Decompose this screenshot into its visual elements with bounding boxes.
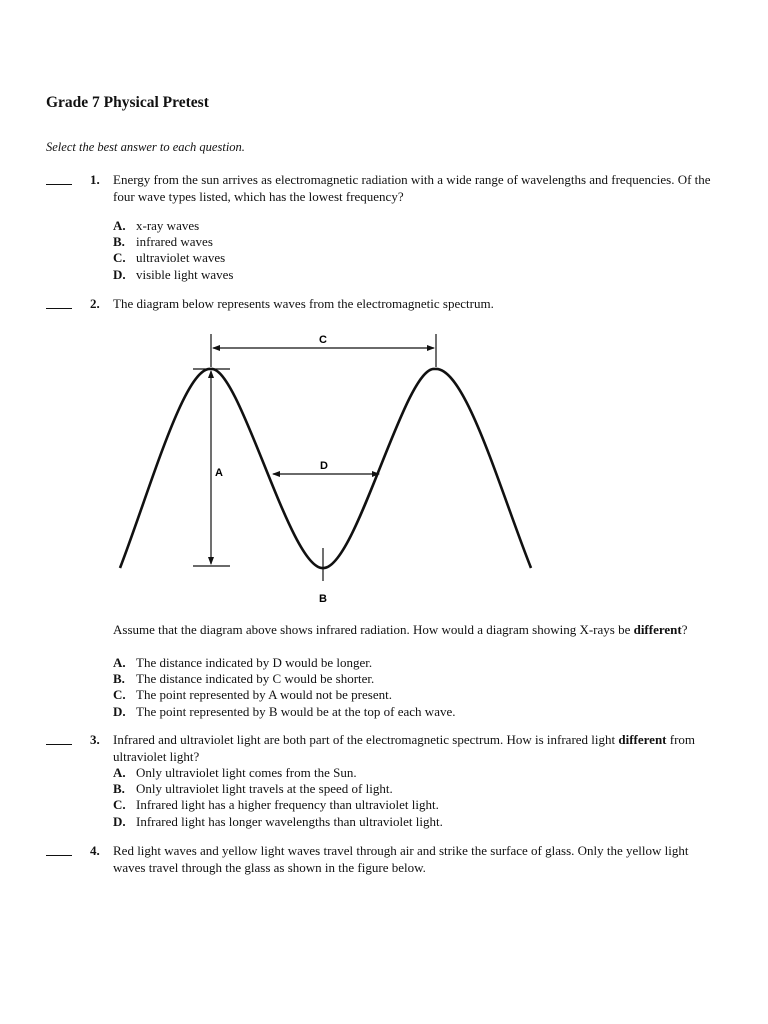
answer-blank-4[interactable] xyxy=(46,843,72,856)
choice-d[interactable] xyxy=(113,814,443,830)
question-text-end: from ultraviolet light? xyxy=(113,732,696,764)
choice-text: x-ray waves xyxy=(136,218,200,233)
choice-letter: C. xyxy=(113,797,126,813)
choice-text: Infrared light has a higher frequency than ultraviolet light. xyxy=(136,797,439,813)
choice-letter: D. xyxy=(113,703,126,719)
choice-letter: B. xyxy=(113,781,125,797)
instructions: Select the best answer to each question. xyxy=(46,140,245,154)
choice-text: ultraviolet waves xyxy=(136,250,226,266)
question-text: The diagram below represents waves from the electromagnetic spectrum. xyxy=(113,296,494,311)
question-2-prompt xyxy=(113,622,713,639)
choice-text: Only ultraviolet light comes from the Sun. xyxy=(136,765,357,780)
emphasis-text: different xyxy=(618,732,667,747)
choice-a[interactable] xyxy=(113,655,455,671)
choice-text: The point represented by B would be at the top of each wave. xyxy=(136,703,456,719)
answer-blank-3[interactable] xyxy=(46,732,72,745)
choice-text: Infrared light has longer wavelengths than ultraviolet light. xyxy=(136,813,443,829)
choice-text: The distance indicated by D would be longer. xyxy=(136,655,373,670)
choices-list xyxy=(113,655,455,720)
choice-text: visible light waves xyxy=(136,266,234,282)
choice-letter: D. xyxy=(113,813,126,829)
question-text: Red light waves and yellow light waves travel through air and strike the surface of glass. Only the yellow light waves travel through the glass as shown in the figure below. xyxy=(113,843,689,875)
choice-a[interactable] xyxy=(113,765,443,781)
choice-text: The distance indicated by C would be shorter. xyxy=(136,671,375,687)
label-d: D xyxy=(320,460,328,472)
page-title: Grade 7 Physical Pretest xyxy=(46,94,209,111)
prompt-end: ? xyxy=(681,622,688,637)
emphasis-text: different xyxy=(633,622,682,637)
choice-letter: A. xyxy=(113,218,126,233)
question-text: Energy from the sun arrives as electromagnetic radiation with a wide range of wavelengths and frequencies. Of the four wave types listed, which has the lowest frequency? xyxy=(113,172,711,204)
question-text-start: Infrared and ultraviolet light are both part of the electromagnetic spectrum. How is infrared light xyxy=(113,732,619,747)
question-text xyxy=(113,732,713,765)
choice-c[interactable] xyxy=(113,687,455,703)
choice-letter: B. xyxy=(113,671,125,687)
choice-letter: B. xyxy=(113,234,125,250)
choice-d[interactable] xyxy=(113,704,455,720)
choice-letter: D. xyxy=(113,266,126,282)
question-number: 2. xyxy=(90,296,100,311)
choice-letter: C. xyxy=(113,250,126,266)
choice-letter: A. xyxy=(113,765,126,780)
choice-text: The point represented by A would not be present. xyxy=(136,687,392,703)
question-number: 3. xyxy=(90,732,100,747)
choice-letter: C. xyxy=(113,687,126,703)
choice-b[interactable] xyxy=(113,781,443,797)
label-a: A xyxy=(215,467,223,479)
prompt-text: Assume that the diagram above shows infrared radiation. How would a diagram showing X-rays be xyxy=(113,622,634,637)
choice-letter: A. xyxy=(113,655,126,670)
choices-list xyxy=(113,765,443,830)
choice-b[interactable] xyxy=(113,671,455,687)
question-number: 1. xyxy=(90,172,100,187)
question-number: 4. xyxy=(90,843,100,858)
label-c: C xyxy=(319,334,327,346)
label-b: B xyxy=(319,593,327,605)
choice-text: Only ultraviolet light travels at the speed of light. xyxy=(136,781,393,797)
choice-text: infrared waves xyxy=(136,234,213,250)
choice-c[interactable] xyxy=(113,797,443,813)
